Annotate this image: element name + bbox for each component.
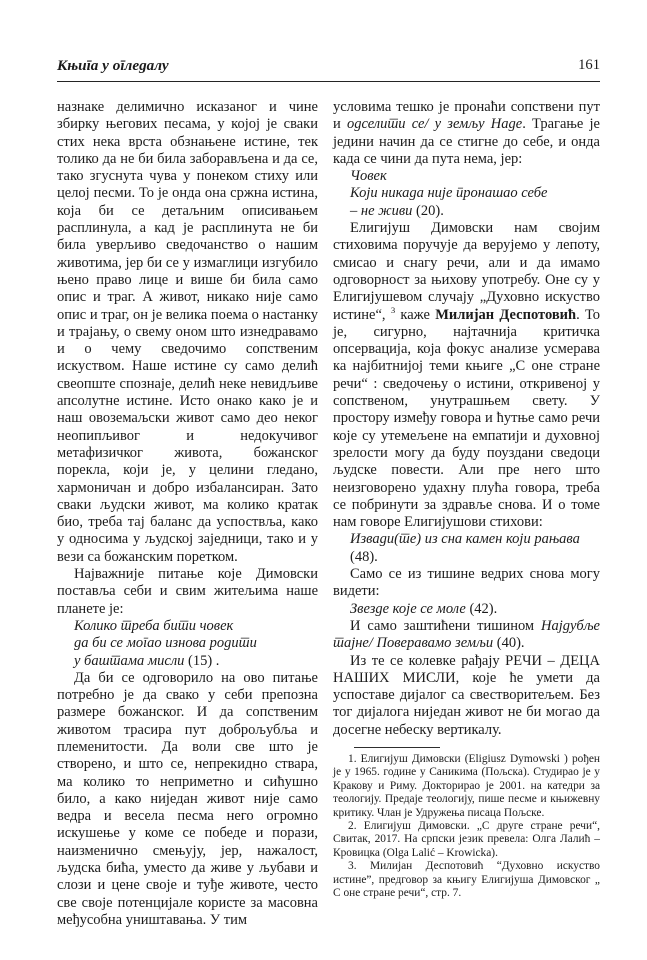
- text-segment: Милијан Деспотовић: [435, 306, 577, 323]
- verse-quote: [333, 601, 600, 618]
- verse-quote: [333, 168, 600, 220]
- text-segment: . Трагање је једини начин да се стигне до себе, и онда када се чини да пута нема, јер:: [333, 116, 600, 167]
- text-segment: И само заштићени тишином: [350, 617, 541, 634]
- text-segment: – не живи: [350, 202, 413, 219]
- text-columns: [57, 99, 600, 929]
- text-segment: Најважније питање које Димовски поставља себи и свим житељима наше планете је:: [57, 566, 318, 617]
- text-segment: (40).: [493, 635, 525, 652]
- footnotes-section: [333, 747, 600, 900]
- verse-quote: [333, 531, 600, 566]
- verse-line: [74, 635, 318, 652]
- verse-line: [350, 168, 600, 185]
- verse-line: [74, 618, 318, 635]
- paragraph: [333, 99, 600, 168]
- text-segment: у баштама мисли: [74, 652, 185, 669]
- text-segment: Човек: [350, 168, 387, 185]
- verse-line: [74, 653, 318, 670]
- text-segment: Из те се колевке рађају РЕЧИ – ДЕЦА НАШИХ МИСЛИ, које ће умети да успоставе дијалог са свестворитељем. Без тог дијалога ниједан живот не би могао да досегне небеску вертикалу.: [333, 652, 600, 738]
- paragraph: [333, 653, 600, 739]
- text-segment: одселити се/ у земљу Наде: [346, 116, 523, 133]
- text-segment: Звезде које се моле: [350, 600, 466, 617]
- text-segment: Елигијуш Димовски нам својим стиховима поручује да верујемо у лепоту, смисао и снагу речи, али и да имамо одговорност за њихову употребу. Оне су у Елигијушевом случају „Духовно искуство истине“,: [333, 220, 600, 323]
- verse-line: [350, 601, 600, 618]
- text-segment: (42).: [465, 600, 498, 617]
- text-segment: условима тешко је пронаћи сопствени пут и: [333, 99, 600, 133]
- verse-line: [350, 531, 600, 566]
- verse-line: [350, 203, 600, 220]
- text-segment: назнаке делимично исказаног и чине збирку његових песама, у којој је сваки стих нека врста обзнањене истине, тек толико да не би била заборављена и да се, тако згуснута чува у понеком стиху или целој песми. То је онда она сржна истина, која би се детаљним описивањем расплинула, а кад је расплинута не би била уверљиво сведочанство о нашим животима, јер би се у измаглици изгубило њено право лице и више би била само опис и траг. А живот, никако није само опис и траг, он је велика поема о настанку и трајању, о свему оном што изнедравамо и о чему сведочимо сопственим искуством. Наше истине су само делић свеопште спознаје, делић неке невидљиве апсолутне истине. Исто онако како је и наш овоземаљски живот само део неког неопипљивог и недокучивог метафизичког живота, божанског порекла, који је, у целини гледано, хармоничан и добро избалансиран. Зато сваки људски живот, ма колико кратак био, треба тај баланс да успоствља, како у односима у људској заједници, тако и у вези са божанским поретком.: [57, 99, 318, 565]
- paragraph: [333, 618, 600, 653]
- paragraph: [57, 99, 318, 566]
- text-segment: каже: [395, 306, 436, 323]
- page-number: 161: [578, 57, 600, 73]
- text-segment: Само се из тишине ведрих снова могу видети:: [333, 566, 600, 600]
- text-segment: Најдубље тајне/ Поверавамо земљи: [333, 617, 600, 652]
- text-segment: Колико треба бити човек: [74, 617, 234, 634]
- paragraph: [333, 220, 600, 531]
- right-column: [333, 99, 600, 929]
- verse-quote: [57, 618, 318, 670]
- footnote: 2. Елигијуш Димовски. „С друге стране речи“, Свитак, 2017. На српски језик превела: Олга Лалић – Кровицка (Olga Lalić – Krowicka).: [333, 820, 600, 859]
- text-segment: (15) .: [184, 652, 220, 669]
- left-column: [57, 99, 318, 929]
- running-title: Књига у огледалу: [57, 57, 169, 74]
- footnote-separator: [354, 747, 440, 748]
- text-segment: . То је, сигурно, најтачнија критичка опсервација, која фокус анализе усмерава ка најбитнијој теми књиге „С оне стране речи“ : сведочењу о истини, откривеној у сопственом, унутрашњем свету. У простору између говора и ћутње само речи које су утемељене на емпатији и духовној зрелости могу да буду поуздани сведоци људске повести. Али пре него што неизговорено удахну плућа говора, треба се побринути за здравље снова. И о томе нам говоре Елигијушови стихови:: [333, 306, 600, 531]
- paragraph: [57, 566, 318, 618]
- text-segment: Да би се одговорило на ово питање потребно је да свако у себи препозна размере божанског. И да сопственим животом трасира пут доброљубља и племенитости. Да воли све што је створено, и што се, непрекидно ствара, ма колико то неприметно и сићушно било, а како ниједан живот није само ведра и весела песма него огромно искушење у коме се победе и порази, наизменично смењују, јер, нажалост, људска бића, уместо да живе у љубави и слози и цене своје и туђе животе, често све своје потенцијале користе за масовна међусобна уништавања. У тим: [57, 669, 318, 928]
- paragraph: [57, 670, 318, 929]
- footnote: 3. Милијан Деспотовић “Духовно искуство истине”, предговор за књигу Елигијуша Димовског „ С оне стране речи“, стр. 7.: [333, 860, 600, 900]
- text-segment: (20).: [412, 202, 444, 219]
- text-segment: Који никада није пронашао себе: [350, 185, 548, 202]
- paragraph: [333, 566, 600, 601]
- verse-line: [350, 185, 600, 202]
- text-segment: 3: [390, 304, 396, 315]
- text-segment: да би се могао изнова родити: [74, 635, 257, 652]
- text-segment: (48).: [350, 548, 378, 565]
- text-segment: Извади(те) из сна камен који рањава: [350, 531, 580, 548]
- footnote: 1. Елигијуш Димовски (Eligiusz Dymowski ) рођен је у 1965. године у Саникима (Пољска). Студирао је у Кракову и Риму. Докторирао је 2001. на катедри за теологију. Предаје теологију, пише песме и књижевну критику. Члан је Удружења писаца Пољске.: [333, 752, 600, 819]
- page-header: [57, 57, 600, 82]
